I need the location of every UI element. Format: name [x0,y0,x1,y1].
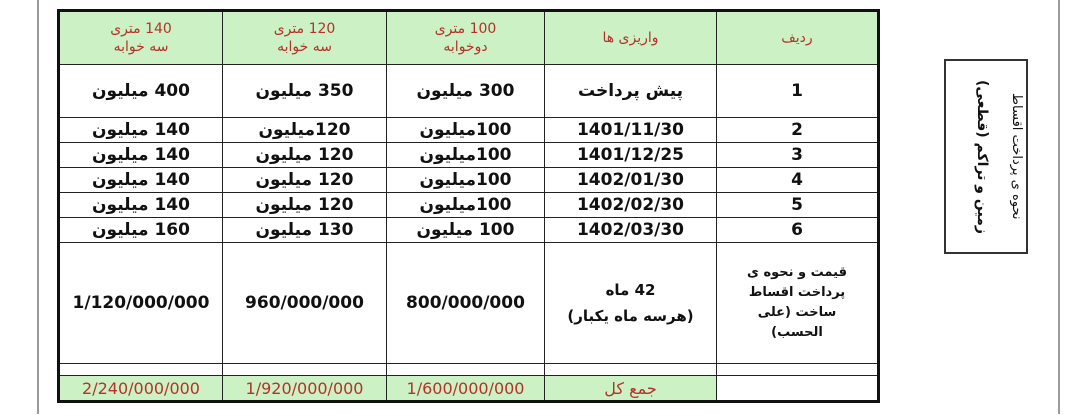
side-caption-box [944,59,1028,254]
table-row [59,143,879,168]
header-size-120-rooms: سه خوابه [277,39,332,55]
payment-date: پیش پرداخت [545,65,717,118]
amount-120: 120 میلیون [223,193,387,218]
header-size-120 [223,11,387,65]
amount-120: 130 میلیون [223,218,387,243]
header-size-100-rooms: دوخوابه [443,39,488,55]
header-size-140-rooms: سه خوابه [113,39,169,55]
installment-description: قیمت و نحوه ی پرداخت اقساط ساخت (علی الحسب) [717,243,879,364]
header-size-140-area: 140 متری [110,21,172,37]
amount-140: 140 میلیون [59,168,223,193]
amount-100: 100میلیون [387,168,545,193]
row-number: 4 [717,168,879,193]
spacer-row [59,364,879,376]
amount-140: 140 میلیون [59,118,223,143]
amount-100: 100میلیون [387,193,545,218]
amount-100: 100میلیون [387,143,545,168]
row-number: 5 [717,193,879,218]
payment-date: 1402/03/30 [545,218,717,243]
installment-140: 1/120/000/000 [59,243,223,364]
payment-date: 1402/01/30 [545,168,717,193]
header-size-120-area: 120 متری [273,21,336,37]
totals-label: جمع کل [545,376,717,402]
table-header-row [59,11,879,65]
header-size-140 [59,11,223,65]
amount-100: 300 میلیون [387,65,545,118]
amount-140: 140 میلیون [59,193,223,218]
row-number: 6 [717,218,879,243]
table-row [59,118,879,143]
installment-row [59,243,879,364]
installment-frequency: (هرسه ماه یکبار) [567,307,694,325]
header-size-100-area: 100 متری [434,21,497,37]
header-row-number: ردیف [717,11,879,65]
side-caption-subtitle: زمین و تراکم (قطعی) [974,79,990,234]
table-row [59,218,879,243]
payment-table [57,9,880,403]
amount-140: 400 میلیون [59,65,223,118]
amount-140: 140 میلیون [59,143,223,168]
table-row [59,168,879,193]
amount-100: 100 میلیون [387,218,545,243]
total-100: 1/600/000/000 [387,376,545,402]
amount-120: 120 میلیون [223,168,387,193]
installment-term [545,243,717,364]
payment-date: 1401/12/25 [545,143,717,168]
amount-120: 120 میلیون [223,143,387,168]
amount-120: 350 میلیون [223,65,387,118]
amount-140: 160 میلیون [59,218,223,243]
totals-row [59,376,879,402]
installment-100: 800/000/000 [387,243,545,364]
totals-blank [717,376,879,402]
total-140: 2/240/000/000 [59,376,223,402]
amount-100: 100میلیون [387,118,545,143]
row-number: 2 [717,118,879,143]
row-number: 3 [717,143,879,168]
payment-date: 1402/02/30 [545,193,717,218]
row-number: 1 [717,65,879,118]
header-payments: واریزی ها [545,11,717,65]
amount-120: 120میلیون [223,118,387,143]
header-size-100 [387,11,545,65]
table-row [59,65,879,118]
side-caption-title: نحوه ی پرداخت اقساط [1009,93,1024,220]
total-120: 1/920/000/000 [223,376,387,402]
payment-date: 1401/11/30 [545,118,717,143]
installment-120: 960/000/000 [223,243,387,364]
installment-months: 42 ماه [605,281,656,299]
table-row [59,193,879,218]
